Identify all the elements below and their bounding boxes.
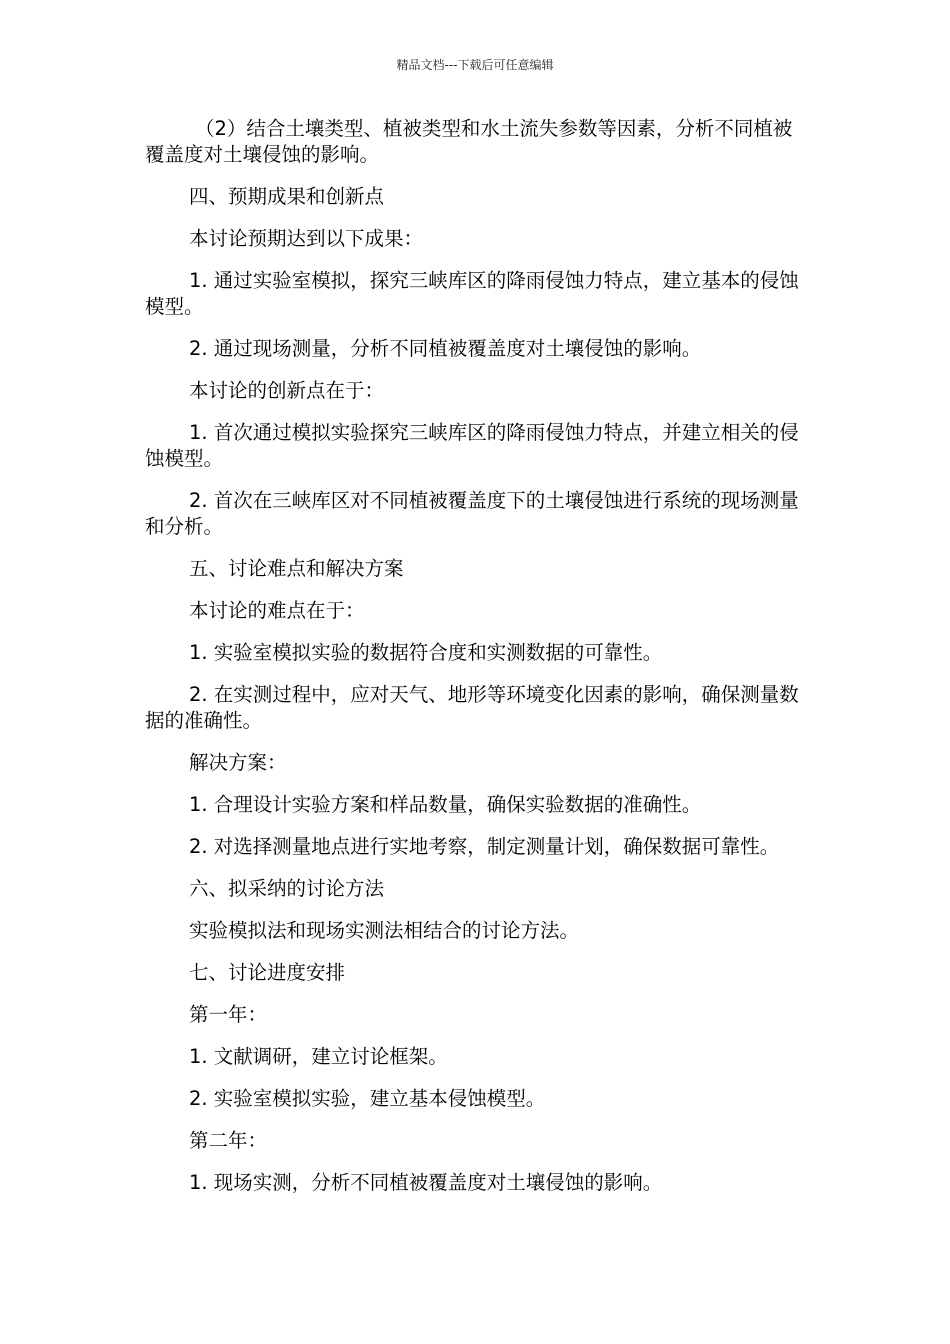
- heading-difficulties: 五、讨论难点和解决方案: [189, 557, 404, 580]
- paragraph-results-intro: 本讨论预期达到以下成果：: [189, 227, 424, 250]
- paragraph-year-two: 第二年：: [189, 1129, 268, 1152]
- list-item-innovation-2: 2. 首次在三峡库区对不同植被覆盖度下的土壤侵蚀进行系统的现场测量和分析。: [145, 489, 799, 538]
- list-item-solution-2: 2. 对选择测量地点进行实地考察，制定测量计划，确保数据可靠性。: [189, 835, 780, 858]
- list-item-year-two-1: 1. 现场实测，分析不同植被覆盖度对土壤侵蚀的影响。: [189, 1171, 663, 1194]
- list-item-solution-1: 1. 合理设计实验方案和样品数量，确保实验数据的准确性。: [189, 793, 702, 816]
- heading-expected-results: 四、预期成果和创新点: [189, 185, 385, 208]
- paragraph-methods: 实验模拟法和现场实测法相结合的讨论方法。: [189, 919, 580, 942]
- paragraph-difficulties-intro: 本讨论的难点在于：: [189, 599, 365, 622]
- document-body: [145, 116, 810, 1212]
- page-header: 精品文档---下载后可任意编辑: [396, 58, 554, 72]
- list-item-innovation-1: 1. 首次通过模拟实验探究三峡库区的降雨侵蚀力特点，并建立相关的侵蚀模型。: [145, 421, 799, 470]
- list-item-difficulty-2: 2. 在实测过程中，应对天气、地形等环境变化因素的影响，确保测量数据的准确性。: [145, 683, 799, 732]
- heading-schedule: 七、讨论进度安排: [189, 961, 346, 984]
- list-item-difficulty-1: 1. 实验室模拟实验的数据符合度和实测数据的可靠性。: [189, 641, 663, 664]
- paragraph-analysis-factors: （2）结合土壤类型、植被类型和水土流失参数等因素，分析不同植被覆盖度对土壤侵蚀的影响。: [145, 117, 793, 166]
- heading-methods: 六、拟采纳的讨论方法: [189, 877, 385, 900]
- list-item-result-2: 2. 通过现场测量，分析不同植被覆盖度对土壤侵蚀的影响。: [189, 337, 702, 360]
- list-item-year-one-1: 1. 文献调研，建立讨论框架。: [189, 1045, 448, 1068]
- list-item-year-one-2: 2. 实验室模拟实验，建立基本侵蚀模型。: [189, 1087, 546, 1110]
- paragraph-year-one: 第一年：: [189, 1003, 268, 1026]
- list-item-result-1: 1. 通过实验室模拟，探究三峡库区的降雨侵蚀力特点，建立基本的侵蚀模型。: [145, 269, 799, 318]
- paragraph-innovation-intro: 本讨论的创新点在于：: [189, 379, 385, 402]
- paragraph-solutions-intro: 解决方案：: [189, 751, 287, 774]
